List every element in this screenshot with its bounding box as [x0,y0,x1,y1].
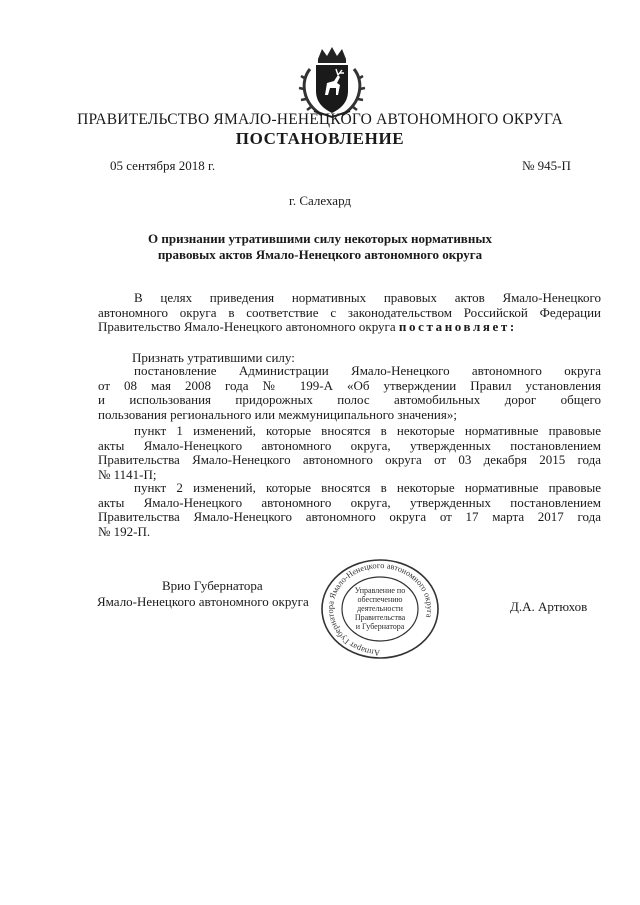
coat-of-arms-emblem [296,45,368,119]
repeal-item [98,424,601,482]
text-line: от 08 мая 2008 года № 199-А «Об утверждении Правил установления [98,377,601,393]
text-line [98,320,601,335]
text-line: акты Ямало-Ненецкого автономного округа, утвержденных постановлением [98,437,601,453]
document-number: № 945-П [522,158,571,173]
document-date: 05 сентября 2018 г. [110,158,216,173]
stamp-center-line: и Губернатора [355,622,405,631]
resolves-word: постановляет: [398,319,517,335]
heading-line: правовых актов Ямало-Ненецкого автономного округа [157,247,483,262]
text-line: № 192-П. [98,523,151,539]
text-line: пункт 2 изменений, которые вносятся в некоторые нормативные правовые [134,480,601,495]
repeal-item [98,481,601,539]
official-stamp [316,558,444,664]
stamp-center-line: обеспечению [357,595,403,604]
text-line: пользования регионального или межмуниципального значения»; [98,406,457,422]
repeal-item [98,364,601,422]
text-line: Правительства Ямало-Ненецкого автономного округа от 17 марта 2017 года [98,509,601,525]
document-heading [0,231,640,263]
document-type: ПОСТАНОВЛЕНИЕ [235,129,405,148]
text-line: автономного округа в соответствие с законодательством Российской Федерации [98,304,601,320]
stamp-ring-text-path: Аппарат Губернатора Ямало-Ненецкого автономного округа [325,560,435,658]
signatory-position: Ямало-Ненецкого автономного округа [97,594,309,609]
text-line: № 1141-П; [98,466,157,482]
text-line: постановление Администрации Ямало-Ненецкого автономного округа [134,363,601,378]
recognize-invalid-intro: Признать утратившими силу: [132,350,295,365]
signatory-name: Д.А. Артюхов [510,599,588,614]
heading-line: О признании утратившими силу некоторых нормативных [148,231,492,246]
text-line: Правительства Ямало-Ненецкого автономного округа от 03 декабря 2015 года [98,452,601,468]
text-line: и использования придорожных полос автомобильных дорог общего [98,392,601,408]
stamp-center-line: Управление по [354,586,406,595]
text-line: акты Ямало-Ненецкого автономного округа, утвержденных постановлением [98,494,601,510]
signatory-position: Врио Губернатора [162,578,263,593]
preamble-paragraph [98,291,601,335]
text-line: пункт 1 изменений, которые вносятся в некоторые нормативные правовые [134,423,601,438]
government-title: ПРАВИТЕЛЬСТВО ЯМАЛО-НЕНЕЦКОГО АВТОНОМНОГО ОКРУГА [77,111,563,128]
stamp-center-line: деятельности [357,604,403,613]
stamp-center-line: Правительства [354,613,406,622]
document-city: г. Салехард [288,193,352,208]
text-line: В целях приведения нормативных правовых актов Ямало-Ненецкого [134,290,601,305]
text-fragment: Правительство Ямало-Ненецкого автономного округа [98,319,399,335]
